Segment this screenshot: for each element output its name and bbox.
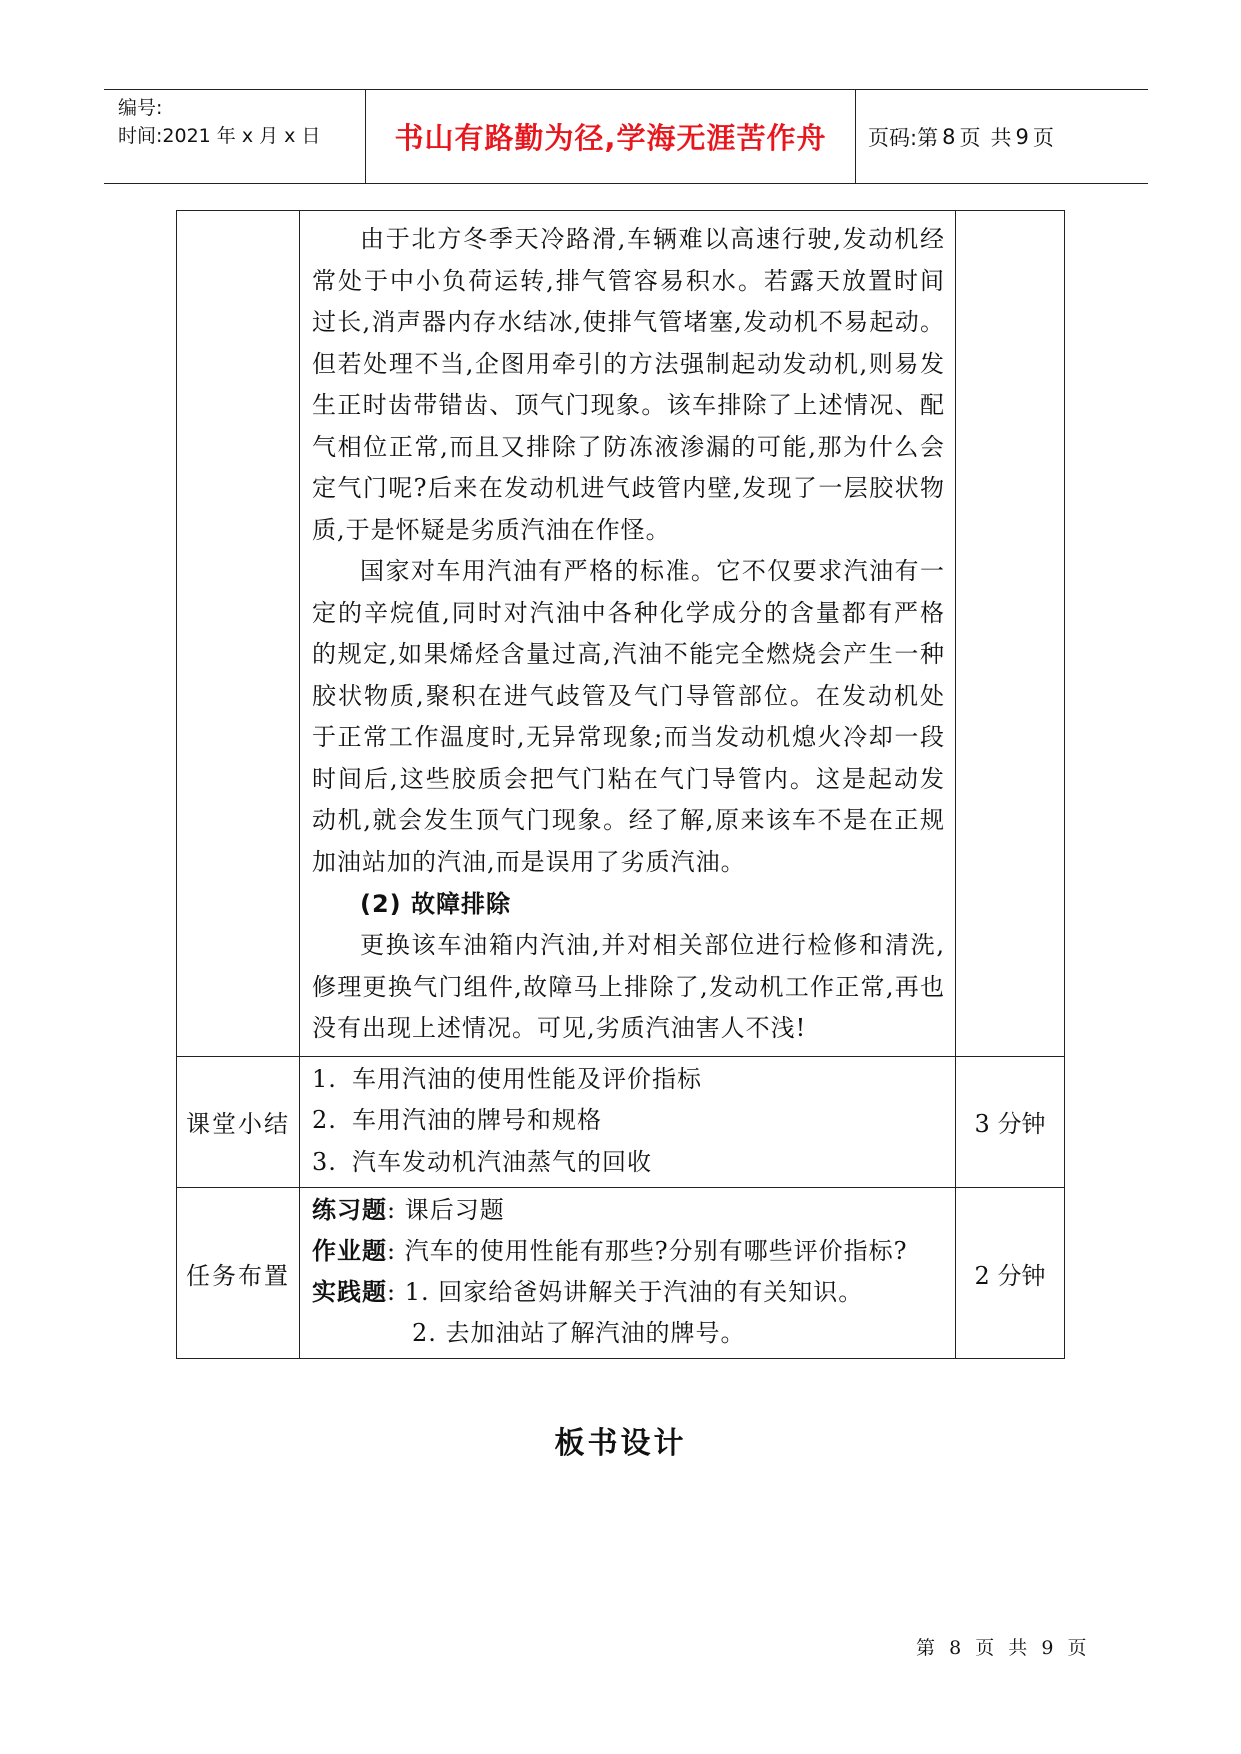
summary-item: 2. 车用汽油的牌号和规格 [312,1106,602,1134]
page-number: 8 [942,124,956,149]
paragraph-2: 国家对车用汽油有严格的标准。它不仅要求汽油有一定的辛烷值,同时对汽油中各种化学成分的含量都有严格的规定,如果烯烃含量过高,汽油不能完全燃烧会产生一种胶状物质,聚积在进气歧管及气门导管部位。在发动机处于正常工作温度时,无异常现象;而当发动机熄火冷却一段时间后,这些胶质会把气门粘在气门导管内。这是起动发动机,就会发生顶气门现象。经了解,原来该车不是在正规加油站加的汽油,而是误用了劣质汽油。 [312,557,945,876]
lesson-table [176,210,1065,1359]
total-prefix: 共 [990,125,1012,150]
board-design-title: 板书设计 [554,1426,687,1461]
header-page-info [856,90,1148,183]
footer-page-number: 8 [949,1637,963,1659]
page-prefix: 页码:第 [868,125,939,150]
number-label: 编号: [118,97,163,119]
footer-total-number: 9 [1041,1637,1055,1659]
header-motto: 书山有路勤为径,学海无涯苦作舟 [366,90,856,183]
paragraph-1: 由于北方冬季天冷路滑,车辆难以高速行驶,发动机经常处于中小负荷运转,排气管容易积水。若露天放置时间过长,消声器内存水结冰,使排气管堵塞,发动机不易起动。但若处理不当,企图用牵引的方法强制起动发动机,则易发生正时齿带错齿、顶气门现象。该车排除了上述情况、配气相位正常,而且又排除了防冻液渗漏的可能,那为什么会定气门呢?后来在发动机进气歧管内壁,发现了一层胶状物质,于是怀疑是劣质汽油在作怪。 [312,225,945,544]
page-unit: 页 [959,125,981,150]
summary-time: 3 分钟 [956,1056,1065,1188]
total-unit: 页 [1032,125,1054,150]
header-meta [104,90,366,183]
empty-time-cell [956,211,1065,1057]
footer-prefix: 第 [916,1637,937,1659]
footer-total-prefix: 共 [1008,1637,1029,1659]
assignment-list [300,1188,956,1359]
assignment-row [177,1188,1065,1359]
summary-row [177,1056,1065,1188]
summary-label: 课堂小结 [177,1056,300,1188]
footer-total-unit: 页 [1067,1637,1088,1659]
page-footer [916,1633,1093,1660]
time-label: 时间:2021 年 x 月 x 日 [118,125,321,147]
paragraph-3: 更换该车油箱内汽油,并对相关部位进行检修和清洗,修理更换气门组件,故障马上排除了,发动机工作正常,再也没有出现上述情况。可见,劣质汽油害人不浅! [312,931,945,1042]
summary-item: 3. 汽车发动机汽油蒸气的回收 [312,1147,652,1176]
subheading-troubleshooting: (2) 故障排除 [360,890,511,918]
homework-line: 作业题: 汽车的使用性能有那些?分别有哪些评价指标? [312,1237,908,1265]
activity-line: 实践题: 1. 回家给爸妈讲解关于汽油的有关知识。 [312,1278,864,1306]
assignment-label: 任务布置 [177,1188,300,1359]
assignment-time: 2 分钟 [956,1188,1065,1359]
page-header [104,89,1148,184]
empty-label-cell [177,211,300,1057]
total-number: 9 [1015,124,1029,149]
summary-item: 1. 车用汽油的使用性能及评价指标 [312,1064,702,1093]
activity-line-2: 2. 去加油站了解汽油的牌号。 [412,1319,746,1347]
content-cell [300,211,956,1057]
content-row [177,211,1065,1057]
practice-line: 练习题: 课后习题 [312,1196,505,1224]
summary-list [300,1056,956,1188]
footer-page-unit: 页 [975,1637,996,1659]
